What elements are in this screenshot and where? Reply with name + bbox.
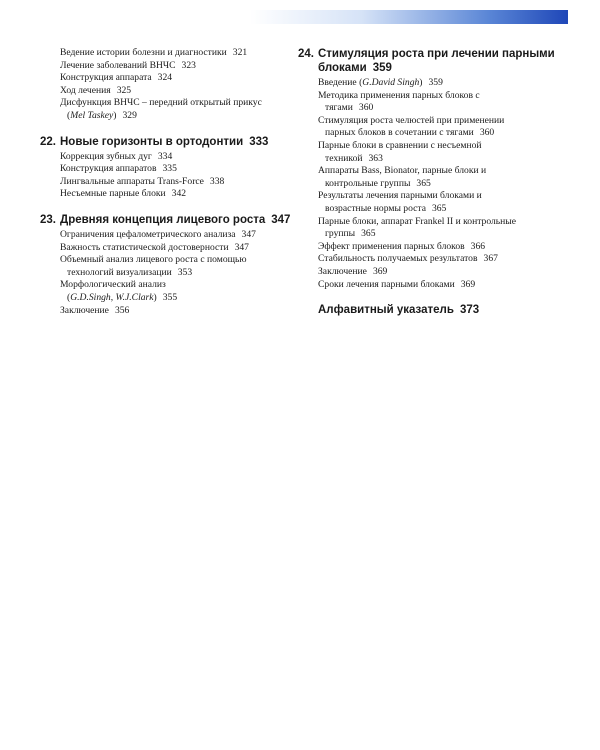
entry-page: 366	[470, 240, 486, 252]
entry-page: 325	[116, 84, 132, 96]
entry-title: Ход лечения	[60, 84, 111, 96]
entry-title-cont: возрастные нормы роста	[325, 202, 426, 214]
toc-entry[interactable]	[40, 229, 295, 242]
entry-title: Лингвальные аппараты Trans-Force	[60, 175, 204, 187]
toc-entry[interactable]	[40, 176, 295, 189]
toc-entry[interactable]	[40, 279, 295, 304]
entry-page: 365	[431, 202, 447, 214]
entry-title: Морфологический анализ	[60, 279, 166, 291]
entry-line2	[318, 127, 568, 140]
entry-page: 369	[372, 265, 388, 277]
chapter-page: 347	[271, 213, 291, 226]
entry-page: 359	[428, 77, 443, 88]
entry-line2	[318, 153, 568, 166]
entry-page: 347	[241, 228, 256, 240]
entry-page: 347	[234, 241, 249, 253]
entry-line2	[318, 102, 568, 115]
entry-title: Заключение	[60, 304, 109, 316]
entry-title-cont: технологий визуализации	[67, 266, 172, 278]
entry-line2	[318, 178, 568, 191]
entry-page: 342	[171, 188, 187, 200]
toc-entry[interactable]	[40, 188, 295, 201]
toc-entry[interactable]	[40, 163, 295, 176]
toc-entry[interactable]	[40, 254, 295, 279]
entry-page: 369	[460, 278, 476, 290]
entry-title: Заключение	[318, 265, 367, 277]
entry-author: G.D.Singh, W.J.Clark	[70, 291, 154, 303]
entry-title: Ведение истории болезни и диагностики	[60, 47, 227, 58]
chapter-24-heading[interactable]	[298, 47, 568, 75]
toc-entry[interactable]	[298, 253, 568, 266]
entry-page: 334	[157, 150, 173, 162]
entry-page: 360	[358, 102, 374, 114]
entry-title: Конструкция аппарата	[60, 72, 152, 84]
chapter-number: 23.	[40, 213, 56, 226]
entry-title: Ограничения цефалометрического анализа	[60, 228, 236, 240]
toc-entry[interactable]	[298, 77, 568, 90]
entry-author: Mel Taskey	[70, 109, 114, 121]
entry-page: 323	[181, 59, 196, 71]
entry-page: 335	[162, 163, 177, 175]
index-title: Алфавитный указатель	[318, 304, 454, 317]
chapter-23-heading[interactable]	[40, 213, 295, 227]
entry-title-cont: группы	[325, 228, 356, 240]
entry-suffix: )	[419, 77, 423, 88]
toc-entry[interactable]	[298, 266, 568, 279]
entry-line2	[318, 228, 568, 241]
alphabetical-index-heading[interactable]	[298, 303, 568, 317]
entry-prefix: Введение (	[318, 77, 363, 88]
toc-entry[interactable]	[298, 165, 568, 190]
entry-line2	[60, 110, 295, 123]
entry-author: G.David Singh	[362, 77, 420, 88]
toc-entry[interactable]	[298, 190, 568, 215]
chapter-22-heading[interactable]	[40, 135, 295, 149]
entry-title: Методика применения парных блоков с	[318, 89, 480, 101]
entry-title: Стимуляция роста челюстей при применении	[318, 114, 505, 126]
entry-page: 363	[368, 152, 383, 164]
entry-page: 329	[122, 109, 137, 121]
entry-title: Парные блоки в сравнении с несъемной	[318, 139, 482, 151]
entry-title: Стабильность получаемых результатов	[318, 253, 478, 265]
author-open: (	[67, 291, 71, 303]
entry-page: 321	[232, 47, 248, 58]
header-accent-bar	[250, 10, 568, 24]
entry-title: Конструкция аппаратов	[60, 163, 157, 175]
index-page: 373	[459, 304, 480, 317]
entry-page: 365	[416, 177, 431, 189]
chapter-page: 359	[372, 62, 392, 74]
entry-title: Несъемные парные блоки	[60, 188, 166, 200]
toc-entry[interactable]	[298, 140, 568, 165]
chapter-title: Новые горизонты в ортодонтии	[60, 135, 244, 148]
entry-page: 356	[114, 304, 130, 316]
entry-page: 338	[209, 175, 225, 187]
entry-title: Дисфункция ВНЧС – передний открытый прикус	[60, 97, 262, 109]
author-close: )	[153, 291, 157, 303]
author-close: )	[113, 109, 117, 121]
toc-entry[interactable]	[298, 90, 568, 115]
chapter-title-cont: блоками	[318, 62, 367, 74]
chapter-page: 333	[249, 135, 269, 148]
entry-title: Коррекция зубных дуг	[60, 150, 152, 162]
entry-page: 365	[361, 228, 376, 240]
toc-right-column	[298, 47, 568, 317]
entry-page: 353	[177, 266, 193, 278]
toc-entry[interactable]	[40, 85, 295, 98]
entry-title: Парные блоки, аппарат Frankel II и контрольные	[318, 215, 517, 227]
entry-line2	[60, 292, 295, 305]
toc-entry[interactable]	[40, 47, 295, 60]
author-open: (	[67, 109, 71, 121]
entry-title-cont: тягами	[325, 102, 353, 114]
entry-title-cont: парных блоков в сочетании с тягами	[325, 127, 474, 139]
chapter-number: 24.	[298, 48, 314, 60]
entry-page: 324	[157, 72, 173, 84]
entry-title: Эффект применения парных блоков	[318, 240, 465, 252]
chapter-title: Древняя концепция лицевого роста	[60, 213, 266, 226]
entry-title-cont: техникой	[325, 152, 363, 164]
toc-entry[interactable]	[40, 242, 295, 255]
entry-line2	[318, 203, 568, 216]
entry-title: Важность статистической достоверности	[60, 241, 229, 253]
toc-entry[interactable]	[40, 151, 295, 164]
entry-title-cont: контрольные группы	[325, 177, 411, 189]
toc-entry[interactable]	[298, 115, 568, 140]
entry-title: Сроки лечения парными блоками	[318, 278, 455, 290]
toc-entry[interactable]	[298, 279, 568, 292]
entry-page: 355	[162, 291, 178, 303]
chapter-title: Стимуляция роста при лечении парными	[318, 48, 555, 60]
chapter-number: 22.	[40, 135, 56, 148]
toc-entry[interactable]	[40, 60, 295, 73]
entry-title: Объемный анализ лицевого роста с помощью	[60, 254, 247, 266]
entry-line2	[60, 267, 295, 280]
entry-title: Лечение заболеваний ВНЧС	[60, 59, 176, 71]
entry-title: Аппараты Bass, Bionator, парные блоки и	[318, 165, 487, 177]
toc-left-column	[40, 47, 295, 317]
toc-entry[interactable]	[40, 97, 295, 122]
entry-title: Результаты лечения парными блоками и	[318, 190, 482, 202]
toc-entry[interactable]	[40, 305, 295, 318]
toc-entry[interactable]	[40, 72, 295, 85]
toc-entry[interactable]	[298, 241, 568, 254]
toc-entry[interactable]	[298, 216, 568, 241]
entry-page: 367	[483, 253, 498, 265]
entry-page: 360	[479, 127, 495, 139]
